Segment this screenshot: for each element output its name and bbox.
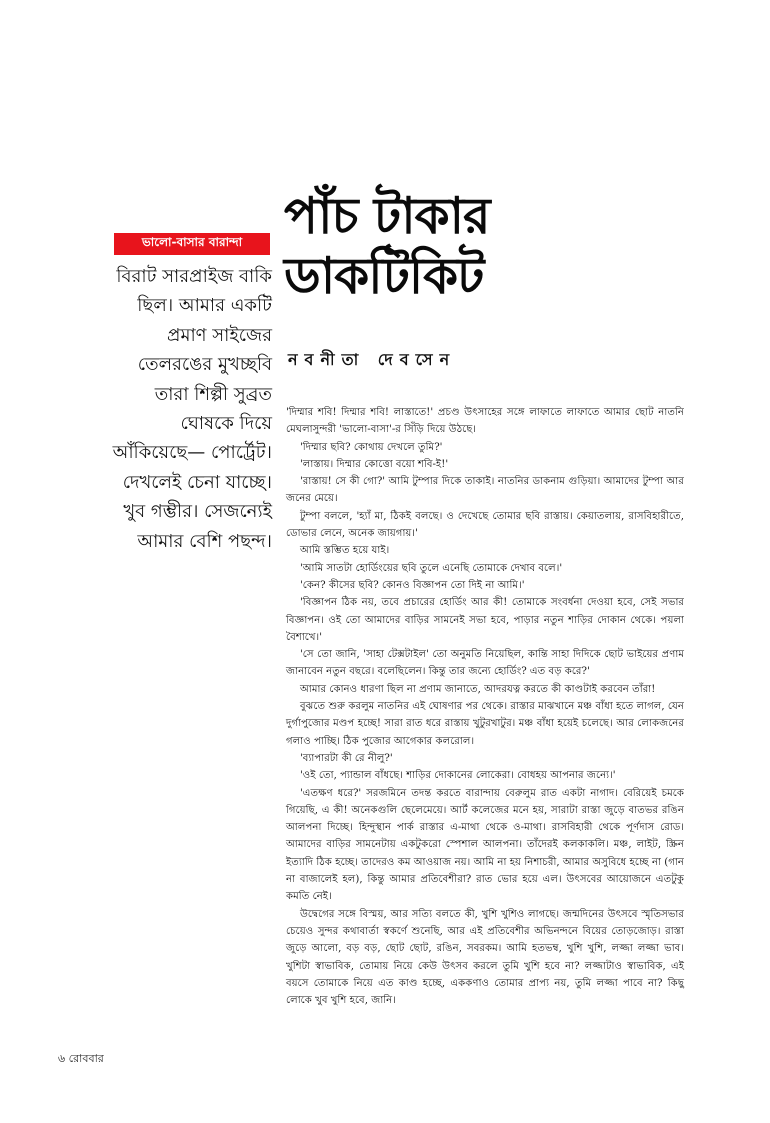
pull-quote-line: প্রমাণ সাইজের bbox=[167, 324, 272, 346]
body-paragraph: 'আমি সাতটা হোর্ডিংয়ের ছবি তুলে এনেছি তোমাকে দেখাব বলে।' bbox=[300, 562, 563, 574]
body-paragraph: আমি স্তম্ভিত হয়ে যাই। bbox=[300, 545, 390, 557]
body-paragraph: 'দিম্মার ছবি? কোথায় দেখলে তুমি?' bbox=[300, 441, 443, 453]
body-paragraph: 'সে তো জানি, 'সাহা টেক্সটাইল' তো অনুমতি নিয়েছিল, কান্তি সাহা দিদিকে ছোট ভাইয়ের প্রণাম জানাবেন নতুন বছরে। বলেছিলেন। কিন্তু তার জন্যে হোর্ডিং? এত বড় করে?' bbox=[286, 649, 684, 678]
body-paragraph: টুম্পা বললে, 'হ্যাঁ মা, ঠিকই বলছে। ও দেখেছে তোমার ছবি রাস্তায়। কেয়াতলায়, রাসবিহারীতে, ডোভার লেনে, অনেক জায়গায়।' bbox=[286, 510, 684, 540]
body-paragraph: বুঝতে শুরু করলুম নাতনির এই ঘোষণার পর থেকে। রাস্তার মাঝখানে মঞ্চ বাঁধা হতে লাগল, যেন দুর্গাপুজোর মণ্ডপ হচ্ছে! সারা রাত ধরে রাস্তায় খুটুরখাটুর। মঞ্চ বাঁধা হয়েই চলেছে। আর লোকজনের গলাও পাচ্ছি। ঠিক পুজোর আগেকার কলরোল। bbox=[286, 701, 684, 747]
body-paragraph: 'এতক্ষণ ধরে?' সরজমিনে তদন্ত করতে বারান্দায় বেরুলুম রাত একটা নাগাদ। বেরিয়েই চমকে গিয়েছি, এ কী! অনেকগুলি ছেলেমেয়ে। আর্ট কলেজের মনে হয়, সারাটা রাস্তা জুড়ে বাতভর রঙিন আলপনা দিচ্ছে। হিন্দুস্থান পার্ক রাস্তার এ-মাথা থেকে ও-মাথা। রাসবিহারী থেকে পূর্ণদাস রোড। আমাদের বাড়ির সামনেটায় একটুকরো স্পেশাল আলপনা। তাঁদেরই কলকাকলি। মঞ্চ, লাইট, স্ক্রিন ইত্যাদি ঠিক হচ্ছে। তাদেরও কম আওয়াজ নয়। আমি না হয় নিশাচরী, আমার অসুবিধে হচ্ছে না (গান না বাজালেই হল), কিন্তু আমার প্রতিবেশীরা? রাত ভোর হয়ে এল। উৎসবের আয়োজনে এতটুকু কমতি নেই। bbox=[286, 787, 684, 903]
body-paragraph: 'লাস্তায়। দিম্মার কোত্তো বয়ো শবি-ই!' bbox=[300, 458, 449, 470]
author-byline: নবনীতা দেবসেন bbox=[288, 350, 457, 369]
pull-quote bbox=[44, 262, 272, 556]
article-headline bbox=[284, 186, 584, 306]
body-paragraph: 'বিজ্ঞাপন ঠিক নয়, তবে প্রচারের হোর্ডিং আর কী! তোমাকে সংবর্ধনা দেওয়া হবে, সেই সভার বিজ্ঞাপন। ওই তো আমাদের বাড়ির সামনেই সভা হবে, পাড়ার নতুন শাড়ির দোকান থেকে। পয়লা বৈশাখে।' bbox=[286, 597, 684, 643]
body-paragraph: 'ওই তো, প্যান্ডাল বাঁধছে। শাড়ির দোকানের লোকেরা। বোধহয় আপনার জন্যে।' bbox=[300, 770, 616, 782]
pull-quote-line: বিরাট সারপ্রাইজ বাকি bbox=[116, 266, 272, 287]
pull-quote-line: আমার বেশি পছন্দ। bbox=[137, 530, 272, 552]
headline-line-1: পাঁচ টাকার bbox=[284, 187, 490, 245]
pull-quote-line: ঘোষকে দিয়ে bbox=[180, 413, 272, 435]
article-body bbox=[286, 404, 684, 1009]
body-paragraph: 'কেন? কীসের ছবি? কোনও বিজ্ঞাপন তো দিই না আমি।' bbox=[300, 579, 525, 591]
body-paragraph: আমার কোনও ধারণা ছিল না প্রণাম জানাতে, আদরযত্ন করতে কী কাণ্ডটাই করবেন তাঁরা! bbox=[300, 683, 656, 695]
pull-quote-line: ছিল। আমার একটি bbox=[137, 295, 272, 317]
section-tag: ভালো-বাসার বারান্দা bbox=[114, 233, 270, 255]
pull-quote-line: তারা শিল্পী সুব্রত bbox=[154, 383, 272, 405]
body-paragraph: 'ব্যাপারটা কী রে নীলু?' bbox=[300, 752, 393, 764]
body-paragraph: 'দিম্মার শবি! দিম্মার শবি! লাস্তাতে!' প্রচণ্ড উৎসাহের সঙ্গে লাফাতে লাফাতে আমার ছোট নাতনি মেঘলাসুন্দরী 'ভালো-বাসা'-র সিঁড়ি দিয়ে উঠছে। bbox=[286, 407, 684, 436]
headline-line-2: ডাকটিকিট bbox=[284, 247, 484, 305]
pull-quote-line: আঁকিয়েছে— পোর্ট্রেট। bbox=[112, 442, 272, 464]
pull-quote-line: দেখলেই চেনা যাচ্ছে। bbox=[122, 471, 272, 493]
page-footer: ৬ রোববার bbox=[58, 1052, 104, 1065]
body-paragraph: 'রাস্তায়! সে কী গো?' আমি টুম্পার দিকে তাকাই। নাতনির ডাকনাম গুড়িয়া। আমাদের টুম্পা আর জনের মেয়ে। bbox=[286, 476, 684, 505]
pull-quote-line: তেলরঙের মুখচ্ছবি bbox=[137, 354, 272, 376]
body-paragraph: উদ্বেগের সঙ্গে বিস্ময়, আর সত্যি বলতে কী, খুশি খুশিও লাগছে। জন্মদিনের উৎসবে স্মৃতিসভার চেয়েও সুন্দর কথাবার্তা স্বকর্ণে শুনেছি, আর এই প্রতিবেশীর অভিনন্দনে বিয়ের তোড়জোড়। রাস্তা জুড়ে আলো, বড় বড়, ছোট ছোট, রঙিন, সবরকম। আমি হতভম্ব, খুশি খুশি, লজ্জা লজ্জা ভাব। খুশিটা স্বাভাবিক, তোমায় নিয়ে কেউ উৎসব করলে তুমি খুশি হবে না? লজ্জাটাও স্বাভাবিক, এই বয়সে তোমাকে নিয়ে এত কাণ্ড হচ্ছে, এককণাও তোমার প্রাপ্য নয়, তুমি লজ্জা পাবে না? কিছু লোকে খুব খুশি হবে, জানি। bbox=[286, 908, 684, 1007]
pull-quote-line: খুব গম্ভীর। সেজন্যেই bbox=[123, 501, 272, 523]
